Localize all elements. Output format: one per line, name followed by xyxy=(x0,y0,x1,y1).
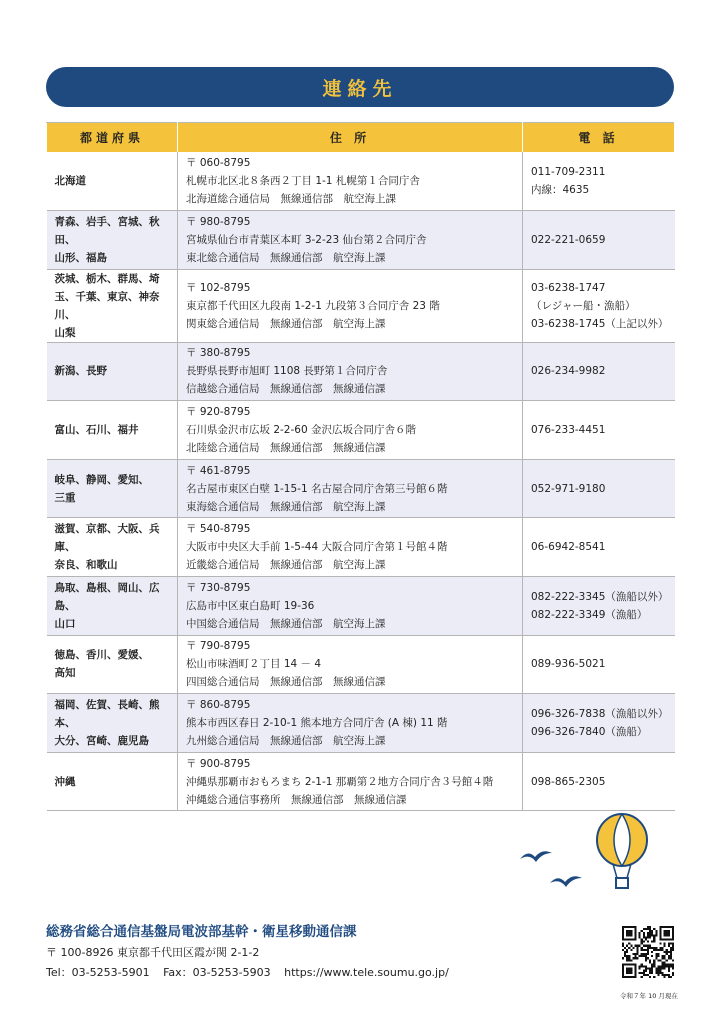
phone-cell-line: 089-936-5021 xyxy=(531,658,606,671)
address-cell xyxy=(178,635,523,694)
prefecture-cell xyxy=(47,459,178,518)
address-cell-line: 〒 461-8795 xyxy=(186,464,251,477)
address-cell-line: 〒 920-8795 xyxy=(186,406,251,419)
prefecture-cell xyxy=(47,694,178,753)
balloon-icon xyxy=(592,812,652,894)
prefecture-cell-line: 滋賀、京都、大阪、兵庫、 xyxy=(54,523,160,554)
prefecture-cell xyxy=(47,152,178,211)
address-cell xyxy=(178,459,523,518)
qr-code[interactable] xyxy=(622,926,674,978)
phone-cell-line: （レジャー船・漁船） xyxy=(531,299,636,312)
address-cell-line: 東北総合通信局 無線通信部 航空海上課 xyxy=(186,251,386,264)
address-cell-line: 札幌市北区北８条西２丁目 1-1 札幌第１合同庁舎 xyxy=(186,175,420,188)
as-of-date: 令和７年 10 月現在 xyxy=(620,992,678,1000)
header-phone: 電 話 xyxy=(523,123,675,153)
address-cell xyxy=(178,752,523,811)
phone-cell xyxy=(523,211,675,270)
phone-cell-line: 098-865-2305 xyxy=(531,775,606,788)
address-cell-line: 北陸総合通信局 無線通信部 無線通信課 xyxy=(186,442,386,455)
page-title: 連絡先 xyxy=(322,77,398,100)
phone-cell-line: 03-6238-1745（上記以外） xyxy=(531,317,669,330)
prefecture-cell-line: 岐阜、静岡、愛知、 xyxy=(54,473,149,486)
address-cell xyxy=(178,694,523,753)
phone-cell xyxy=(523,518,675,577)
prefecture-cell-line: 富山、石川、福井 xyxy=(54,424,139,437)
phone-cell-line: 096-326-7838（漁船以外） xyxy=(531,708,669,721)
prefecture-cell xyxy=(47,577,178,636)
address-cell xyxy=(178,577,523,636)
address-cell-line: 関東総合通信局 無線通信部 航空海上課 xyxy=(186,317,386,330)
table-row xyxy=(47,635,675,694)
table-row xyxy=(47,752,675,811)
prefecture-cell xyxy=(47,752,178,811)
phone-cell xyxy=(523,635,675,694)
address-cell-line: 〒 060-8795 xyxy=(186,157,251,170)
phone-cell-line: 022-221-0659 xyxy=(531,233,606,246)
phone-cell xyxy=(523,459,675,518)
prefecture-cell-line: 福岡、佐賀、長崎、熊本、 xyxy=(54,699,160,730)
address-cell-line: 広島市中区東白島町 19-36 xyxy=(186,599,315,612)
table-row xyxy=(47,518,675,577)
address-cell-line: 信越総合通信局 無線通信部 無線通信課 xyxy=(186,383,386,396)
prefecture-cell xyxy=(47,635,178,694)
office-address: 〒 100-8926 東京都千代田区霞が関 2-1-2 xyxy=(46,946,260,959)
prefecture-cell-line: 三重 xyxy=(54,491,76,504)
address-cell-line: 長野県長野市旭町 1108 長野第１合同庁舎 xyxy=(186,365,388,378)
address-cell xyxy=(178,211,523,270)
phone-cell-line: 082-222-3349（漁船） xyxy=(531,608,648,621)
phone-cell-line: 076-233-4451 xyxy=(531,424,606,437)
address-cell-line: 近畿総合通信局 無線通信部 航空海上課 xyxy=(186,559,386,572)
title-bar xyxy=(46,67,674,107)
prefecture-cell-line: 山形、福島 xyxy=(54,251,107,264)
table-row xyxy=(47,269,675,342)
phone-cell-line: 03-6238-1747 xyxy=(531,281,606,294)
table-row xyxy=(47,152,675,211)
prefecture-cell xyxy=(47,211,178,270)
address-cell-line: 沖縄総合通信事務所 無線通信部 無線通信課 xyxy=(186,793,407,806)
contacts-table xyxy=(46,122,675,811)
office-fax: Fax：03-5253-5903 xyxy=(163,966,271,979)
address-cell-line: 名古屋市東区白壁 1-15-1 名古屋合同庁舎第三号館６階 xyxy=(186,482,448,495)
office-contact xyxy=(46,964,459,980)
phone-cell-line: 052-971-9180 xyxy=(531,482,606,495)
phone-cell xyxy=(523,342,675,401)
header-prefecture: 都道府県 xyxy=(47,123,178,153)
prefecture-cell-line: 鳥取、島根、岡山、広島、 xyxy=(54,581,160,612)
phone-cell-line: 026-234-9982 xyxy=(531,365,606,378)
prefecture-cell xyxy=(47,518,178,577)
address-cell-line: 宮城県仙台市青葉区本町 3-2-23 仙台第２合同庁舎 xyxy=(186,233,427,246)
birds-icon xyxy=(518,845,598,895)
prefecture-cell-line: 徳島、香川、愛媛、 xyxy=(54,649,149,662)
address-cell-line: 〒 730-8795 xyxy=(186,581,251,594)
address-cell xyxy=(178,401,523,460)
prefecture-cell-line: 北海道 xyxy=(54,175,86,188)
address-cell-line: 大阪市中央区大手前 1-5-44 大阪合同庁舎第１号館４階 xyxy=(186,541,448,554)
office-tel: Tel：03-5253-5901 xyxy=(46,966,150,979)
phone-cell xyxy=(523,577,675,636)
address-cell-line: 九州総合通信局 無線通信部 航空海上課 xyxy=(186,735,386,748)
header-address: 住 所 xyxy=(178,123,523,153)
address-cell-line: 〒 540-8795 xyxy=(186,523,251,536)
table-row xyxy=(47,459,675,518)
address-cell-line: 〒 380-8795 xyxy=(186,347,251,360)
address-cell-line: 熊本市西区春日 2-10-1 熊本地方合同庁舎 (A 棟) 11 階 xyxy=(186,717,448,730)
phone-cell xyxy=(523,269,675,342)
phone-cell-line: 096-326-7840（漁船） xyxy=(531,726,648,739)
prefecture-cell-line: 青森、岩手、宮城、秋田、 xyxy=(54,215,160,246)
prefecture-cell-line: 山口 xyxy=(54,617,76,630)
phone-cell xyxy=(523,752,675,811)
prefecture-cell-line: 大分、宮崎、鹿児島 xyxy=(54,735,149,748)
phone-cell xyxy=(523,694,675,753)
address-cell xyxy=(178,342,523,401)
address-cell-line: 〒 790-8795 xyxy=(186,640,251,653)
address-cell-line: 中国総合通信局 無線通信部 航空海上課 xyxy=(186,617,386,630)
prefecture-cell-line: 山梨 xyxy=(54,326,76,339)
phone-cell-line: 06-6942-8541 xyxy=(531,541,606,554)
prefecture-cell-line: 奈良、和歌山 xyxy=(54,559,118,572)
address-cell-line: 〒 980-8795 xyxy=(186,215,251,228)
phone-cell-line: 内線：4635 xyxy=(531,184,590,197)
office-name: 総務省総合通信基盤局電波部基幹・衛星移動通信課 xyxy=(46,924,357,940)
address-cell-line: 〒 860-8795 xyxy=(186,699,251,712)
prefecture-cell-line: 高知 xyxy=(54,667,76,680)
prefecture-cell xyxy=(47,269,178,342)
address-cell-line: 北海道総合通信局 無線通信部 航空海上課 xyxy=(186,193,396,206)
address-cell-line: 〒 102-8795 xyxy=(186,281,251,294)
office-url[interactable]: https://www.tele.soumu.go.jp/ xyxy=(284,966,449,979)
table-row xyxy=(47,401,675,460)
phone-cell xyxy=(523,401,675,460)
phone-cell-line: 082-222-3345（漁船以外） xyxy=(531,590,669,603)
address-cell-line: 石川県金沢市広坂 2-2-60 金沢広坂合同庁舎６階 xyxy=(186,424,416,437)
address-cell-line: 四国総合通信局 無線通信部 無線通信課 xyxy=(186,676,386,689)
address-cell-line: 沖縄県那覇市おもろまち 2-1-1 那覇第２地方合同庁舎３号館４階 xyxy=(186,775,494,788)
address-cell xyxy=(178,152,523,211)
table-row xyxy=(47,342,675,401)
table-row xyxy=(47,577,675,636)
prefecture-cell-line: 新潟、長野 xyxy=(54,365,107,378)
prefecture-cell-line: 茨城、栃木、群馬、埼 xyxy=(54,272,160,285)
address-cell xyxy=(178,518,523,577)
address-cell-line: 〒 900-8795 xyxy=(186,757,251,770)
table-row xyxy=(47,694,675,753)
table-header-row xyxy=(47,123,675,153)
prefecture-cell-line: 玉、千葉、東京、神奈川、 xyxy=(54,290,160,321)
address-cell xyxy=(178,269,523,342)
prefecture-cell xyxy=(47,342,178,401)
address-cell-line: 東海総合通信局 無線通信部 航空海上課 xyxy=(186,500,386,513)
phone-cell xyxy=(523,152,675,211)
phone-cell-line: 011-709-2311 xyxy=(531,166,606,179)
address-cell-line: 東京都千代田区九段南 1-2-1 九段第３合同庁舎 23 階 xyxy=(186,299,440,312)
table-row xyxy=(47,211,675,270)
address-cell-line: 松山市味酒町２丁目 14 － 4 xyxy=(186,658,322,671)
prefecture-cell xyxy=(47,401,178,460)
prefecture-cell-line: 沖縄 xyxy=(54,775,76,788)
